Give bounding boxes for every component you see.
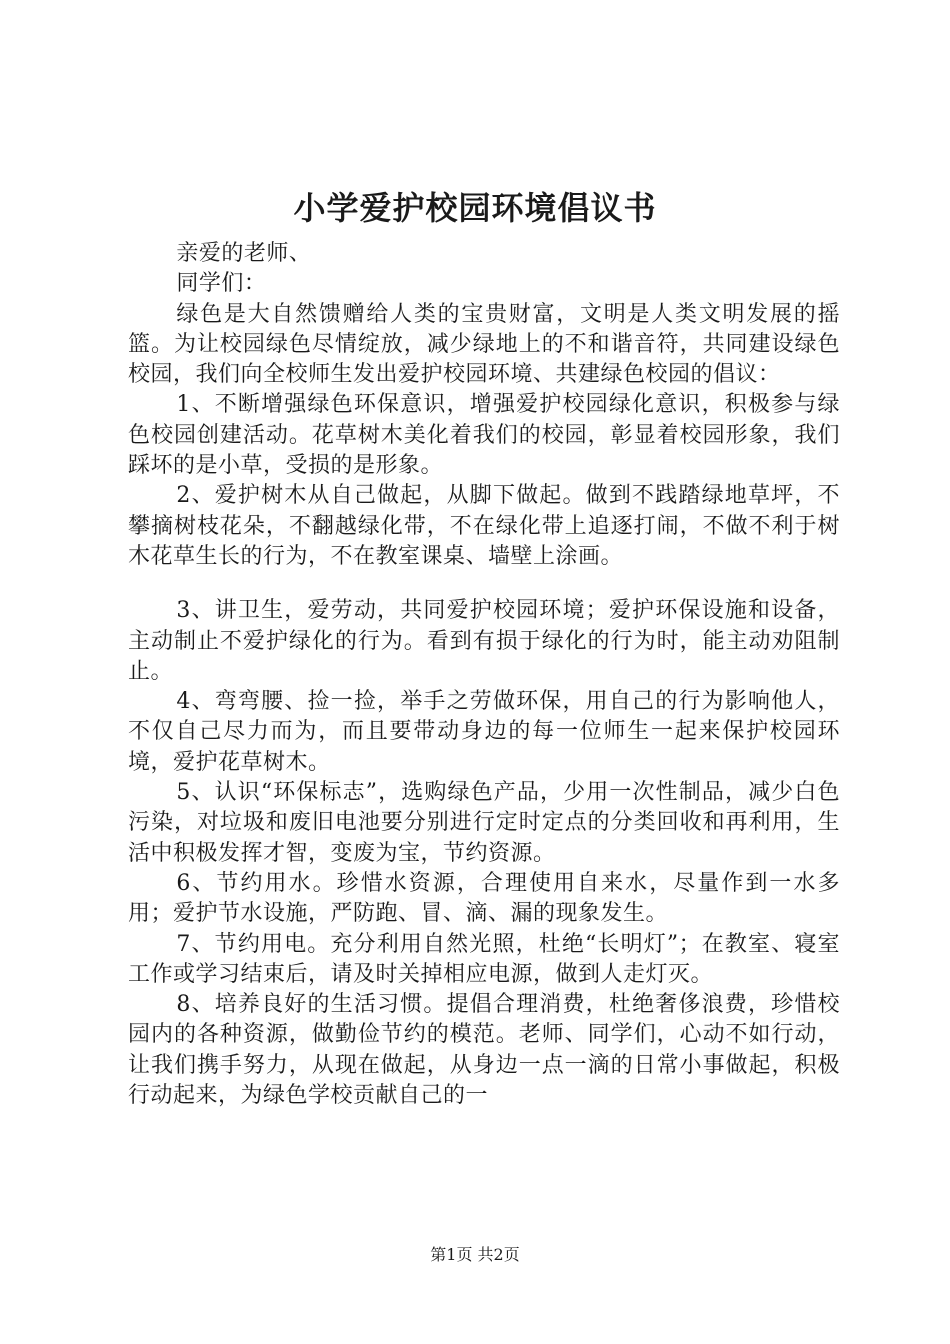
document-title: 小学爱护校园环境倡议书 (293, 189, 657, 227)
salutation-line-1: 亲爱的老师、 (176, 241, 312, 266)
paragraph-item-1: 1、不断增强绿色环保意识，增强爱护校园绿化意识，积极参与绿色校园创建活动。花草树木美化着我们的校园，彰显着校园形象，我们踩坏的是小草，受损的是形象。 (128, 392, 840, 479)
paragraph-intro: 绿色是大自然馈赠给人类的宝贵财富，文明是人类文明发展的摇篮。为让校园绿色尽情绽放，减少绿地上的不和谐音符，共同建设绿色校园，我们向全校师生发出爱护校园环境、共建绿色校园的倡议： (128, 301, 840, 388)
paragraph-item-7: 7、节约用电。充分利用自然光照，杜绝“长明灯”；在教室、寝室工作或学习结束后，请及时关掉相应电源，做到人走灯灭。 (128, 931, 840, 987)
salutation-line-2: 同学们： (176, 271, 267, 297)
paragraph-item-3: 3、讲卫生，爱劳动，共同爱护校园环境；爱护环保设施和设备，主动制止不爱护绿化的行为。看到有损于绿化的行为时，能主动劝阻制止。 (128, 598, 840, 684)
page-footer: 第1页 共2页 (430, 1245, 520, 1264)
document-body (128, 239, 840, 1111)
paragraph-item-4: 4、弯弯腰、捡一捡，举手之劳做环保，用自己的行为影响他人，不仅自己尽力而为，而且要带动身边的每一位师生一起来保护校园环境，爱护花草树木。 (128, 689, 840, 775)
paragraph-item-2: 2、爱护树木从自己做起，从脚下做起。做到不践踏绿地草坪，不攀摘树枝花朵，不翻越绿化带，不在绿化带上追逐打闹，不做不利于树木花草生长的行为，不在教室课桌、墙壁上涂画。 (128, 483, 840, 569)
paragraph-item-5: 5、认识“环保标志”，选购绿色产品，少用一次性制品，减少白色污染，对垃圾和废旧电池要分别进行定时定点的分类回收和再利用，生活中积极发挥才智，变废为宝，节约资源。 (128, 780, 840, 866)
paragraph-item-6: 6、节约用水。珍惜水资源，合理使用自来水，尽量作到一水多用；爱护节水设施，严防跑、冒、滴、漏的现象发生。 (128, 870, 840, 927)
paragraph-item-8: 8、培养良好的生活习惯。提倡合理消费，杜绝奢侈浪费，珍惜校园内的各种资源，做勤俭节约的模范。老师、同学们，心动不如行动，让我们携手努力，从现在做起，从身边一点一滴的日常小事做起，积极行动起来，为绿色学校贡献自己的一 (128, 992, 840, 1109)
